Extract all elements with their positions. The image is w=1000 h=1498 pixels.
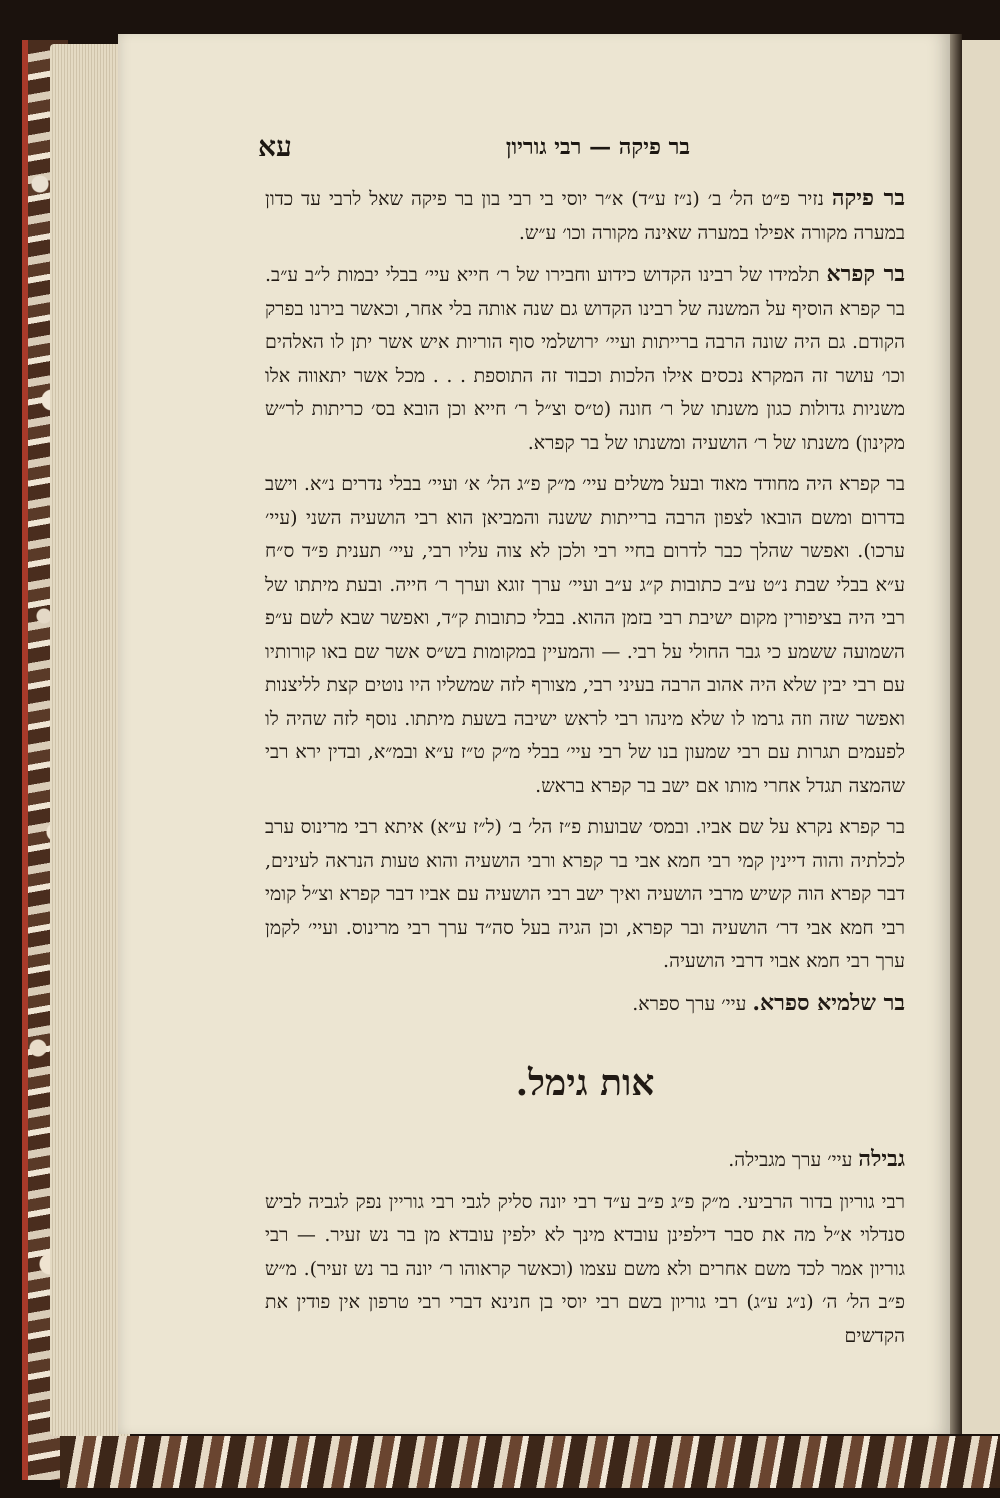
entry-text: עיי׳ ערך ספרא.	[632, 992, 753, 1015]
entry-text: רבי גוריון בדור הרביעי. מ״ק פ״ג פ״ב ע״ד רבי יונה סליק לגבי רבי גוריין נפק לגביה לביש סנדלוי א״ל מה את סבר דילפינן עובדא מינך לא ילפין עובדא מן בר נש זעיר. — רבי גוריון אמר לכד משם אחרים ולא משם עצמו (וכאשר קראוהו ר׳ יונה בר נש זעיר). מ״ש פ״ב הל׳ ה׳ (נ״ג ע״ג) רבי גוריון בשם רבי יוסי בן חנינא דברי רבי טרפון אין פודין את הקדשים	[265, 1190, 905, 1347]
entry-bar-pika	[265, 182, 905, 250]
page-body	[265, 182, 905, 1361]
book-gutter	[950, 34, 962, 1434]
entry-lead: בר קפרא	[826, 261, 905, 287]
entry-rabbi-gurion	[265, 1186, 905, 1354]
entry-text: עיי׳ ערך מגבילה.	[728, 1149, 859, 1171]
section-title: אות גימל.	[515, 1062, 655, 1104]
entry-paragraph	[265, 468, 905, 803]
facing-page-edge	[962, 40, 1000, 1434]
entry-bar-shalmia	[265, 987, 905, 1022]
running-head: בר פיקה — רבי גוריון	[505, 134, 690, 160]
entry-text: נזיר פ״ט הל׳ ב׳ (נ״ז ע״ד) א״ר יוסי בי רבי בון בר פיקה שאל לרבי עד כדון במערה מקורה אפילו במערה שאינה מקורה וכו׳ ע״ש.	[265, 188, 905, 244]
entry-lead: גבילה	[858, 1146, 905, 1172]
book-edge-bottom	[60, 1436, 1000, 1488]
entry-bar-kappara	[265, 258, 905, 460]
entry-text: בר קפרא נקרא על שם אביו. ובמס׳ שבועות פ״ז הל׳ ב׳ (ל״ז ע״א) איתא רבי מרינוס ערב לכלתיה והוה דיינין קמי רבי חמא אבי בר קפרא ורבי הושעיה והוא טעות הנראה לעינים, דבר קפרא הוה קשיש מרבי הושעיה ואיך ישב רבי הושעיה עם אביו דבר קפרא וצ״ל קומי רבי חמא אבי דר׳ הושעיה ובר קפרא, וכן הגיה בעל סה״ד ערך רבי מרינוס. ועיי׳ לקמן ערך רבי חמא אבוי דרבי הושעיה.	[265, 816, 905, 972]
entry-gevila	[265, 1143, 905, 1178]
entry-lead: בר פיקה	[831, 185, 905, 211]
entry-paragraph	[265, 811, 905, 979]
page-header	[140, 128, 910, 168]
entry-text: תלמידו של רבינו הקדוש כידוע וחבירו של ר׳ חייא עיי׳ בבלי יבמות ל״ב ע״ב. בר קפרא הוסיף על המשנה של רבינו הקדוש גם שנה אותה בלי אחר, וכאשר בירנו בפרק הקודם. גם היה שונה הרבה ברייתות ועיי׳ ירושלמי סוף הוריות איש אשר יתן לו האלהים וכו׳ עושר זה המקרא נכסים אילו הלכות וכבוד זה התוספת . . . מכל אשר יתאווה אלו משניות גדולות כגון משנתו של ר׳ חונה (ט״ס וצ״ל ר׳ חייא וכן הובא בס׳ כריתות לר״ש מקינון) משנתו של ר׳ הושעיה ומשנתו של בר קפרא.	[265, 264, 905, 454]
page-number: עא	[258, 130, 292, 163]
entry-text: בר קפרא היה מחודד מאוד ובעל משלים עיי׳ מ״ק פ״ג הל׳ א׳ ועיי׳ בבלי נדרים נ״א. וישב בדרום ומשם הובאו לצפון הרבה ברייתות ששנה והמביאן הוא רבי הושעיה השני (עיי׳ ערכו). ואפשר שהלך כבר לדרום בחיי רבי ולכן לא צוה עליו רבי, עיי׳ תענית פ״ד ס״ח ע״א בבלי שבת נ״ט ע״ב כתובות ק״ג ע״ב ועיי׳ ערך זוגא וערך ר׳ חייה. ובעת מיתתו של רבי היה בציפורין מקום ישיבת רבי בזמן ההוא. בבלי כתובות ק״ד, ואפשר שבא לשם ע״פ השמועה ששמע כי גבר החולי על רבי. — והמעיין במקומות בש״ס אשר שם באו קורותיו עם רבי יבין שלא היה אהוב הרבה בעיני רבי, מצורף לזה שמשליו היו נוטים קצת לליצנות ואפשר שזה וזה גרמו לו שלא מינהו רבי לראש ישיבה בשעת מיתתו. נוסף לזה שהיה לו לפעמים תגרות עם רבי שמעון בנו של רבי עיי׳ בבלי מ״ק ט״ז ע״א ובמ״א, ובדין ירא רבי שהמצה תגדל אחרי מותו אם ישב בר קפרא בראש.	[265, 473, 905, 797]
entry-lead: בר שלמיא ספרא.	[752, 989, 905, 1016]
